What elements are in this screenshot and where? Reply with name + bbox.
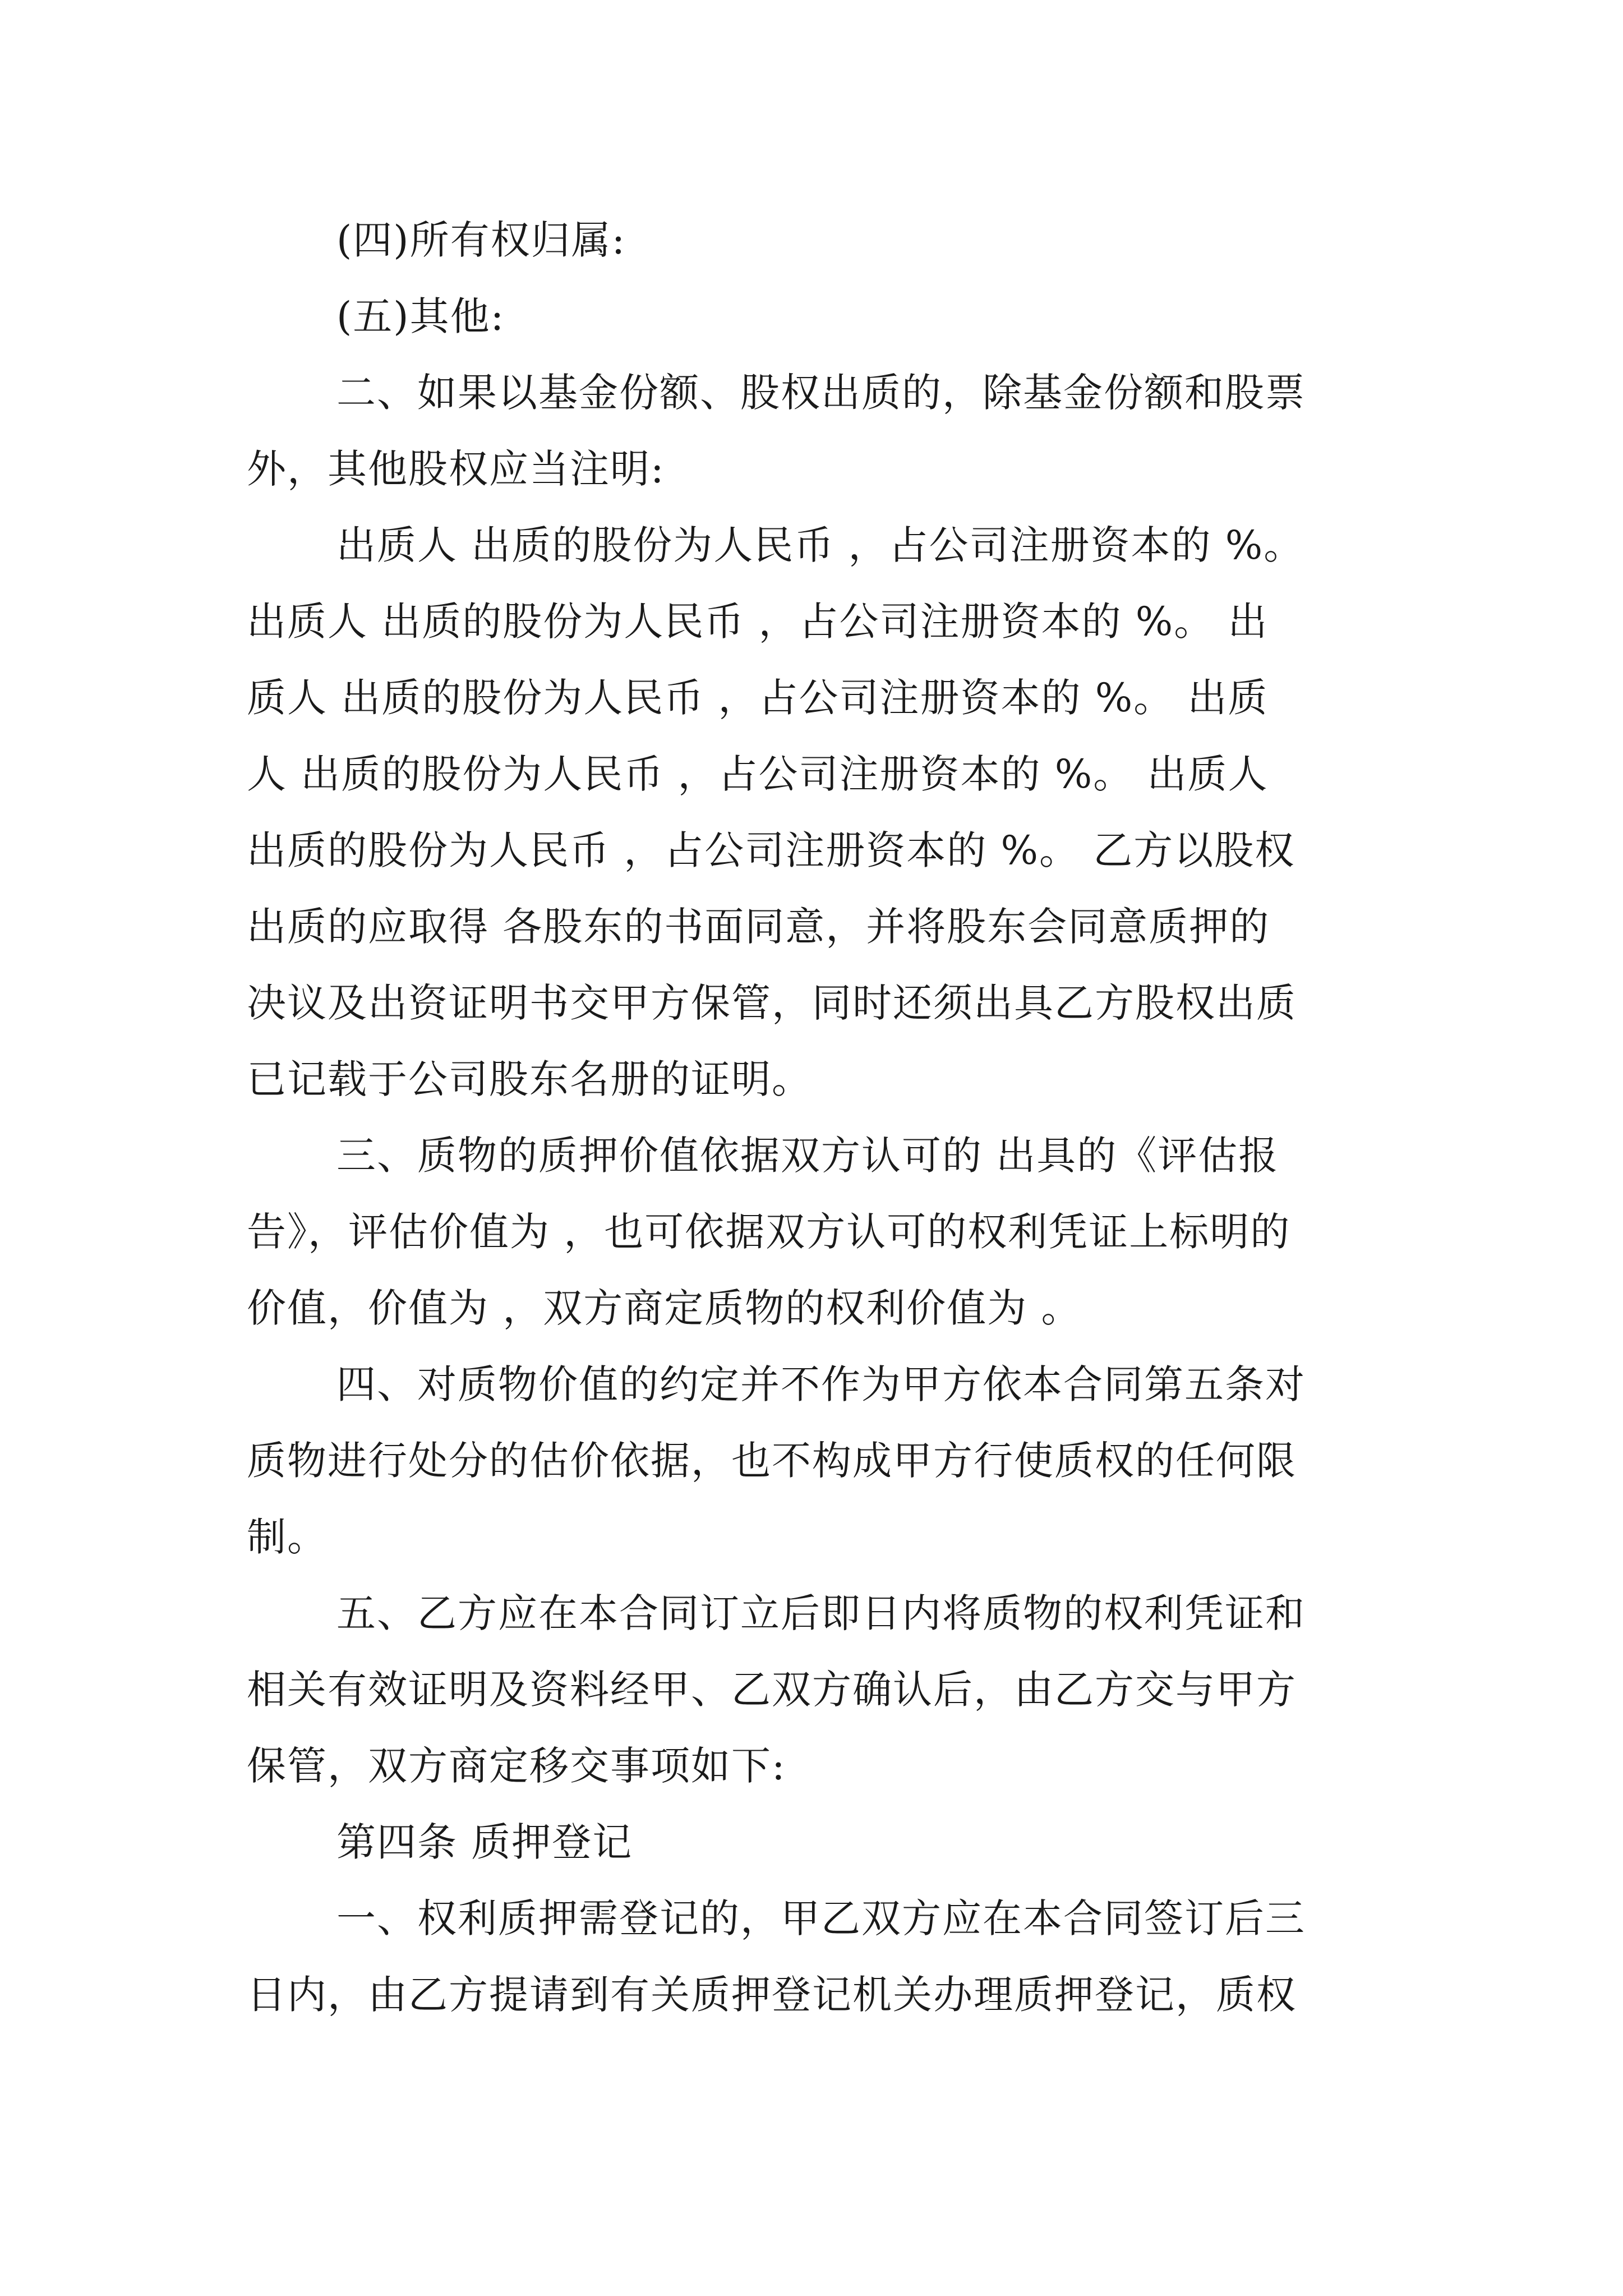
text-line: 出质的应取得 各股东的书面同意，并将股东会同意质押的 (247, 904, 1270, 950)
text-line: (四)所有权归属: (336, 217, 626, 263)
text-line: 相关有效证明及资料经甲、乙双方确认后，由乙方交与甲方 (247, 1667, 1297, 1713)
text-line: 人 出质的股份为人民币 ，占公司注册资本的 %。 出质人 (247, 751, 1269, 797)
text-line: 四、对质物价值的约定并不作为甲方依本合同第五条对 (336, 1361, 1306, 1407)
text-line: 出质人 出质的股份为人民币 ，占公司注册资本的 %。 (336, 522, 1304, 568)
text-line: 质物进行处分的估价依据，也不构成甲方行使质权的任何限 (247, 1438, 1297, 1484)
text-line: 决议及出资证明书交甲方保管，同时还须出具乙方股权出质 (247, 980, 1297, 1026)
text-line: 五、乙方应在本合同订立后即日内将质物的权利凭证和 (336, 1590, 1306, 1636)
text-line: 外，其他股权应当注明: (247, 446, 665, 492)
text-line: 已记载于公司股东名册的证明。 (247, 1056, 812, 1102)
text-line: 二、如果以基金份额、股权出质的，除基金份额和股票 (336, 370, 1306, 416)
text-line: 出质的股份为人民币 ，占公司注册资本的 %。 乙方以股权 (247, 827, 1295, 873)
section-heading: 第四条 质押登记 (336, 1819, 633, 1865)
text-line: 一、权利质押需登记的，甲乙双方应在本合同签订后三 (336, 1895, 1306, 1941)
text-line: 保管，双方商定移交事项如下: (247, 1743, 786, 1789)
text-line: 质人 出质的股份为人民币 ，占公司注册资本的 %。 出质 (247, 675, 1269, 721)
text-line: 价值，价值为 ，双方商定质物的权利价值为 。 (247, 1285, 1082, 1331)
text-line: 告》，评估价值为 ，也可依据双方认可的权利凭证上标明的 (247, 1209, 1291, 1255)
text-line: 日内，由乙方提请到有关质押登记机关办理质押登记，质权 (247, 1972, 1297, 2018)
text-line: 出质人 出质的股份为人民币 ，占公司注册资本的 %。 出 (247, 599, 1269, 645)
text-line: (五)其他: (336, 293, 505, 339)
text-line: 制。 (247, 1514, 328, 1560)
document-page (247, 202, 1391, 2033)
text-line: 三、质物的质押价值依据双方认可的 出具的《评估报 (336, 1133, 1279, 1179)
